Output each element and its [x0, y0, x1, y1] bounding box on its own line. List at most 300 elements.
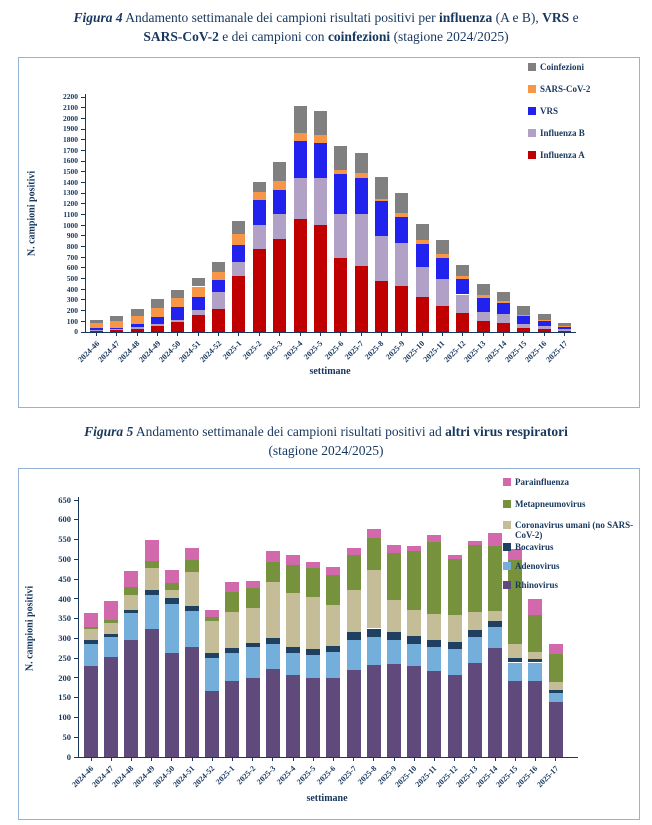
bar-segment — [347, 555, 361, 590]
bar-segment — [171, 307, 184, 320]
bar-segment — [246, 643, 260, 648]
bar-segment — [355, 178, 368, 214]
bar-segment — [104, 601, 118, 620]
y-tick-label: 2000 — [63, 113, 78, 123]
bar-segment — [387, 632, 401, 640]
x-tick — [91, 758, 92, 761]
bar-segment — [232, 276, 245, 332]
x-tick-label: 2024-50 — [150, 764, 177, 790]
bar-segment — [334, 146, 347, 170]
bar-segment — [375, 177, 388, 199]
bar-segment — [225, 592, 239, 612]
x-tick — [503, 333, 504, 336]
bar-segment — [549, 682, 563, 690]
x-tick — [151, 758, 152, 761]
bar-segment — [266, 638, 280, 644]
bar-segment — [468, 630, 482, 637]
y-tick — [74, 618, 78, 619]
bar-segment — [448, 555, 462, 559]
bar-segment — [367, 529, 381, 538]
bar-segment — [558, 323, 571, 326]
x-tick-label: 2025-7 — [343, 339, 366, 362]
x-tick — [131, 758, 132, 761]
bar-segment — [171, 290, 184, 299]
y-tick-label: 300 — [58, 633, 71, 644]
bar-segment — [212, 280, 225, 292]
bar-segment — [427, 671, 441, 757]
bar-segment — [326, 646, 340, 652]
bar-segment — [192, 310, 205, 315]
bar-segment — [538, 326, 551, 329]
x-tick — [373, 758, 374, 761]
legend-label: Metapneumovirus — [515, 499, 586, 509]
caption-segment: SARS-CoV-2 — [143, 29, 219, 44]
bar-segment — [427, 614, 441, 640]
bar-segment — [110, 329, 123, 330]
x-tick-label: 2025-8 — [355, 764, 379, 787]
x-tick — [434, 758, 435, 761]
bar-segment — [517, 315, 530, 317]
y-tick — [81, 267, 85, 268]
x-tick — [212, 758, 213, 761]
bar-segment — [306, 655, 320, 678]
y-tick — [74, 539, 78, 540]
y-tick-label: 1200 — [63, 199, 78, 209]
bar-segment — [165, 570, 179, 583]
bar-segment — [294, 133, 307, 141]
bar-segment — [488, 627, 502, 648]
bar-segment — [326, 567, 340, 575]
bar-segment — [488, 611, 502, 621]
bar-segment — [246, 581, 260, 589]
y-tick-label: 600 — [66, 263, 78, 273]
bar-segment — [145, 540, 159, 562]
x-tick-label: 2025-14 — [482, 339, 508, 365]
bar-segment — [549, 654, 563, 682]
y-tick-label: 300 — [66, 295, 78, 305]
bar-segment — [456, 276, 469, 279]
x-tick-label: 2025-13 — [453, 764, 480, 790]
legend-label: Influenza B — [540, 128, 585, 138]
x-tick — [111, 758, 112, 761]
figura-4-chart — [18, 57, 640, 408]
x-tick — [320, 333, 321, 336]
bar-segment — [407, 666, 421, 757]
caption-segment: coinfezioni — [327, 29, 391, 44]
bar-segment — [266, 669, 280, 757]
bar-segment — [104, 623, 118, 634]
bar-segment — [387, 600, 401, 632]
bar-segment — [436, 258, 449, 279]
bar-segment — [355, 214, 368, 266]
bar-segment — [416, 240, 429, 244]
bar-segment — [294, 141, 307, 177]
legend-item — [528, 106, 648, 116]
bar-segment — [104, 634, 118, 637]
legend-swatch-icon — [503, 562, 511, 570]
bar-segment — [84, 644, 98, 666]
bar-segment — [355, 173, 368, 178]
legend-label: Bocavirus — [515, 542, 554, 552]
x-tick-label: 2025-1 — [220, 339, 244, 362]
bar-segment — [205, 621, 219, 654]
y-tick-label: 200 — [66, 305, 78, 315]
bar-segment — [110, 328, 123, 330]
bar-segment — [456, 295, 469, 314]
bar-segment — [104, 657, 118, 757]
x-tick-label: 2025-11 — [413, 764, 439, 789]
bar-segment — [427, 647, 441, 672]
bar-segment — [266, 562, 280, 582]
legend-swatch-icon — [503, 478, 511, 486]
bar-segment — [448, 642, 462, 649]
bar-segment — [205, 653, 219, 658]
bar-segment — [232, 221, 245, 234]
bar-segment — [456, 265, 469, 276]
bar-segment — [151, 299, 164, 308]
bar-segment — [387, 553, 401, 600]
bar-segment — [253, 225, 266, 249]
bar-segment — [306, 568, 320, 596]
bar-segment — [375, 201, 388, 236]
bar-segment — [436, 279, 449, 307]
y-tick — [81, 257, 85, 258]
bar-segment — [549, 690, 563, 693]
bar-segment — [468, 545, 482, 611]
x-tick-label: 2025-9 — [375, 764, 399, 787]
bar-segment — [171, 320, 184, 323]
bar-segment — [110, 316, 123, 321]
bar-segment — [205, 658, 219, 690]
bar-segment — [448, 675, 462, 757]
bar-segment — [508, 644, 522, 658]
bar-segment — [448, 615, 462, 642]
bar-segment — [185, 560, 199, 572]
bar-segment — [538, 320, 551, 321]
legend-swatch-icon — [528, 85, 536, 93]
x-tick — [96, 333, 97, 336]
bar-segment — [468, 637, 482, 663]
y-tick — [74, 658, 78, 659]
y-tick-label: 0 — [74, 327, 78, 337]
legend-label: VRS — [540, 106, 559, 116]
bar-segment — [497, 292, 510, 301]
y-tick-label: 250 — [58, 652, 71, 663]
y-tick-label: 50 — [62, 731, 71, 742]
bar-segment — [375, 281, 388, 332]
bar-segment — [538, 329, 551, 332]
bar-segment — [246, 608, 260, 643]
x-tick-label: 2024-48 — [116, 339, 142, 365]
bar-segment — [212, 262, 225, 272]
y-tick — [74, 638, 78, 639]
bar-segment — [497, 301, 510, 303]
bar-segment — [375, 199, 388, 202]
bar-segment — [266, 644, 280, 670]
bar-segment — [286, 555, 300, 565]
y-tick-label: 100 — [58, 712, 71, 723]
bar-segment — [151, 326, 164, 332]
x-tick — [232, 758, 233, 761]
y-tick-label: 1500 — [63, 167, 78, 177]
bar-segment — [558, 327, 571, 330]
bar-segment — [347, 590, 361, 632]
bar-segment — [145, 561, 159, 568]
bar-segment — [253, 249, 266, 332]
y-tick — [81, 118, 85, 119]
bar-segment — [367, 570, 381, 629]
x-tick-label: 2025-11 — [421, 339, 447, 364]
x-tick-label: 2025-1 — [214, 764, 237, 787]
bar-segment — [427, 640, 441, 647]
x-tick-label: 2025-17 — [543, 339, 569, 365]
bar-segment — [212, 272, 225, 280]
bar-segment — [246, 647, 260, 677]
x-tick — [422, 333, 423, 336]
bar-segment — [232, 262, 245, 276]
caption-segment: e — [569, 10, 579, 25]
bar-segment — [165, 583, 179, 591]
caption-line — [0, 8, 652, 27]
bar-segment — [326, 678, 340, 757]
y-axis-title: N. campioni positivi — [26, 170, 38, 257]
legend-swatch-icon — [528, 63, 536, 71]
bar-segment — [131, 324, 144, 327]
bar-segment — [407, 610, 421, 636]
bar-segment — [232, 245, 245, 262]
bar-segment — [205, 610, 219, 617]
x-tick-label: 2024-49 — [136, 339, 162, 365]
y-tick-label: 550 — [58, 534, 71, 545]
x-tick — [523, 333, 524, 336]
bar-segment — [110, 330, 123, 332]
bar-segment — [416, 297, 429, 332]
y-tick — [81, 129, 85, 130]
y-tick — [81, 299, 85, 300]
bar-segment — [124, 571, 138, 587]
bar-segment — [192, 315, 205, 332]
bar-segment — [468, 612, 482, 630]
bar-segment — [347, 632, 361, 640]
x-tick — [116, 333, 117, 336]
bar-segment — [90, 323, 103, 328]
y-tick — [74, 697, 78, 698]
y-tick — [74, 598, 78, 599]
x-tick-label: 2025-15 — [502, 339, 529, 365]
y-tick-label: 1600 — [63, 156, 78, 166]
y-tick — [81, 310, 85, 311]
bar-segment — [334, 214, 347, 258]
legend-label: Coinfezioni — [540, 62, 584, 72]
bar-segment — [294, 178, 307, 219]
x-tick-label: 2025-5 — [302, 339, 325, 362]
bar-segment — [131, 329, 144, 332]
y-tick — [81, 150, 85, 151]
caption-segment: Figura 5 — [84, 424, 134, 439]
bar-segment — [90, 331, 103, 332]
bar-segment — [395, 193, 408, 213]
bar-segment — [477, 295, 490, 298]
bar-segment — [347, 548, 361, 555]
bar-segment — [416, 244, 429, 266]
legend-item — [528, 128, 648, 138]
y-tick — [81, 235, 85, 236]
y-tick-label: 150 — [58, 692, 71, 703]
y-tick-label: 500 — [58, 554, 71, 565]
x-tick-label: 2025-2 — [234, 764, 257, 787]
x-tick-label: 2025-12 — [441, 339, 468, 365]
legend-item — [528, 84, 648, 94]
bar-segment — [407, 546, 421, 551]
y-tick-label: 400 — [66, 284, 78, 294]
caption-segment: Andamento settimanale dei campioni risultati positivi per — [122, 10, 440, 25]
bar-segment — [192, 297, 205, 310]
bar-segment — [326, 652, 340, 678]
bar-segment — [246, 588, 260, 607]
bar-segment — [448, 649, 462, 675]
figura-5-chart — [18, 468, 640, 820]
bar-segment — [286, 647, 300, 653]
x-tick — [177, 333, 178, 336]
y-tick-label: 700 — [66, 252, 78, 262]
y-tick-label: 650 — [58, 494, 71, 505]
y-tick-label: 1800 — [63, 135, 78, 145]
bar-segment — [266, 582, 280, 638]
legend-swatch-icon — [528, 129, 536, 137]
caption-line — [0, 422, 652, 441]
bar-segment — [90, 320, 103, 323]
y-tick-label: 0 — [66, 751, 71, 762]
x-tick — [300, 333, 301, 336]
x-tick-label: 2025-16 — [523, 339, 549, 365]
bar-segment — [145, 629, 159, 757]
bar-segment — [294, 219, 307, 332]
bar-segment — [131, 327, 144, 329]
bar-segment — [549, 644, 563, 654]
bar-segment — [306, 562, 320, 569]
legend-swatch-icon — [503, 581, 511, 589]
bar-segment — [407, 551, 421, 610]
bar-segment — [367, 665, 381, 757]
caption-segment: (stagione 2024/2025) — [390, 29, 509, 44]
bar-segment — [253, 182, 266, 192]
bar-segment — [375, 236, 388, 281]
bar-segment — [477, 284, 490, 295]
x-tick — [252, 758, 253, 761]
y-tick-label: 900 — [66, 231, 78, 241]
bar-segment — [124, 595, 138, 610]
bar-segment — [448, 559, 462, 615]
bar-segment — [124, 587, 138, 595]
y-tick — [81, 203, 85, 204]
bar-segment — [185, 611, 199, 647]
legend-item — [503, 499, 635, 509]
bar-segment — [427, 542, 441, 614]
bar-segment — [477, 298, 490, 311]
x-tick — [462, 333, 463, 336]
bar-segment — [558, 326, 571, 327]
y-tick-label: 1400 — [63, 177, 78, 187]
bar-segment — [124, 610, 138, 614]
x-tick — [353, 758, 354, 761]
y-tick — [74, 677, 78, 678]
bar-segment — [334, 258, 347, 332]
x-tick-label: 2025-6 — [315, 764, 338, 787]
bar-segment — [273, 214, 286, 238]
x-tick-label: 2024-46 — [75, 339, 101, 365]
y-tick — [81, 139, 85, 140]
x-tick — [293, 758, 294, 761]
bar-segment — [517, 306, 530, 315]
x-tick — [313, 758, 314, 761]
bar-segment — [84, 640, 98, 644]
x-tick-label: 2024-52 — [197, 339, 223, 365]
bar-segment — [538, 314, 551, 320]
bar-segment — [497, 323, 510, 332]
y-tick-label: 1100 — [63, 209, 78, 219]
y-tick — [81, 278, 85, 279]
bar-segment — [273, 190, 286, 214]
bar-segment — [104, 637, 118, 657]
bar-segment — [306, 678, 320, 757]
legend-label: Rhinovirus — [515, 580, 559, 590]
bar-segment — [192, 287, 205, 297]
y-tick — [81, 182, 85, 183]
x-axis-title: settimane — [309, 366, 351, 377]
bar-segment — [407, 636, 421, 645]
y-tick — [81, 161, 85, 162]
bar-segment — [367, 538, 381, 570]
bar-segment — [314, 225, 327, 332]
bar-segment — [84, 666, 98, 757]
bar-segment — [253, 200, 266, 225]
bar-segment — [468, 663, 482, 757]
bar-segment — [334, 174, 347, 214]
bar-segment — [205, 691, 219, 757]
bar-segment — [185, 572, 199, 606]
bar-segment — [165, 598, 179, 603]
y-tick-label: 1000 — [63, 220, 78, 230]
bar-segment — [387, 664, 401, 757]
bar-segment — [456, 279, 469, 294]
bar-segment — [508, 663, 522, 682]
bar-segment — [326, 605, 340, 646]
bar-segment — [528, 652, 542, 659]
bar-segment — [549, 702, 563, 757]
bar-segment — [185, 647, 199, 757]
x-axis-line — [77, 757, 578, 758]
bar-segment — [488, 533, 502, 546]
y-tick — [81, 171, 85, 172]
x-tick — [442, 333, 443, 336]
bar-segment — [427, 535, 441, 542]
x-tick-label: 2025-15 — [494, 764, 520, 790]
x-tick-label: 2025-10 — [401, 339, 427, 365]
bar-segment — [286, 565, 300, 593]
y-tick — [74, 579, 78, 580]
y-tick — [74, 737, 78, 738]
bar-segment — [104, 620, 118, 622]
bar-segment — [558, 331, 571, 332]
y-tick — [81, 246, 85, 247]
caption-segment: altri virus respiratori — [445, 424, 568, 439]
y-tick-label: 500 — [66, 273, 78, 283]
legend-item — [503, 561, 635, 571]
x-tick-label: 2025-12 — [433, 764, 459, 790]
bar-segment — [185, 606, 199, 611]
x-tick-label: 2024-47 — [90, 764, 116, 790]
y-tick — [81, 97, 85, 98]
